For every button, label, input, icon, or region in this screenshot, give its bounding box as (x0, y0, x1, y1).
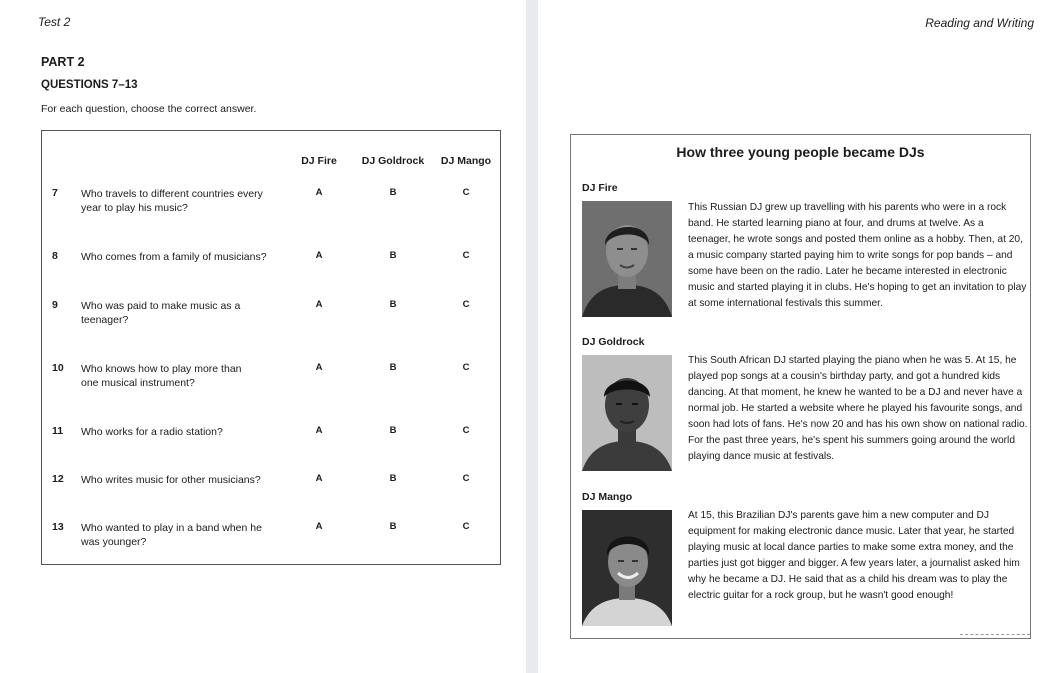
dj-fire-name: DJ Fire (582, 182, 618, 194)
article-title: How three young people became DJs (676, 144, 925, 160)
column-header-dj-mango: DJ Mango (440, 155, 492, 167)
option-c[interactable]: C (462, 521, 470, 532)
question-number: 12 (52, 473, 64, 485)
option-a[interactable]: A (315, 187, 323, 198)
dj-goldrock-name: DJ Goldrock (582, 336, 645, 348)
portrait-icon (582, 201, 672, 317)
dj-goldrock-text: This South African DJ started playing the piano when he was 5. At 15, he played pop songs at a cousin's birthday party, and got a hundred kids dancing. At that moment, he knew he wanted to be a DJ and never have a normal job. He started a website where he played his favourite songs, and soon had lots of fans. He's now 20 and has his own show on national radio. For the past three years, he's spent his summers going around the world playing dance music at festivals. (688, 355, 1028, 462)
option-a[interactable]: A (315, 250, 323, 261)
portrait-icon (582, 355, 672, 471)
option-a[interactable]: A (315, 473, 323, 484)
question-number: 10 (52, 362, 64, 374)
question-number: 9 (52, 299, 58, 311)
question-text: Who knows how to play more than one musical instrument? (81, 363, 242, 389)
option-c[interactable]: C (462, 473, 470, 484)
questions-heading: QUESTIONS 7–13 (41, 79, 138, 91)
running-head-left: Test 2 (38, 15, 71, 29)
instruction-text: For each question, choose the correct answer. (41, 103, 257, 115)
option-a[interactable]: A (315, 425, 323, 436)
option-b[interactable]: B (389, 362, 397, 373)
question-text: Who comes from a family of musicians? (81, 251, 267, 263)
option-c[interactable]: C (462, 425, 470, 436)
option-b[interactable]: B (389, 521, 397, 532)
dj-goldrock-photo (582, 355, 672, 471)
running-head-right: Reading and Writing (925, 16, 1034, 30)
column-header-dj-fire: DJ Fire (301, 155, 337, 167)
dj-mango-text: At 15, this Brazilian DJ's parents gave him a new computer and DJ equipment for making electronic dance music. Later that year, he started playing music at local dance parties to make some extra money, and the parties just got bigger and bigger. A few years later, a journalist asked him why he became a DJ. He said that as a child his dream was to play the electric guitar for a rock group, but he wasn't good enough! (688, 510, 1020, 601)
left-page (0, 0, 526, 673)
option-c[interactable]: C (462, 187, 470, 198)
option-b[interactable]: B (389, 187, 397, 198)
question-text: Who writes music for other musicians? (81, 474, 261, 486)
option-a[interactable]: A (315, 299, 323, 310)
option-a[interactable]: A (315, 362, 323, 373)
part-title: PART 2 (41, 55, 85, 69)
page-edge-mark (960, 634, 1030, 635)
dj-fire-photo (582, 201, 672, 317)
dj-mango-photo (582, 510, 672, 626)
option-b[interactable]: B (389, 473, 397, 484)
option-c[interactable]: C (462, 250, 470, 261)
question-text: Who was paid to make music as a teenager? (81, 300, 241, 326)
option-b[interactable]: B (389, 250, 397, 261)
question-number: 13 (52, 521, 64, 533)
question-text: Who travels to different countries every year to play his music? (81, 188, 263, 214)
portrait-icon (582, 510, 672, 626)
option-a[interactable]: A (315, 521, 323, 532)
question-text: Who works for a radio station? (81, 426, 223, 438)
option-b[interactable]: B (389, 425, 397, 436)
right-page (538, 0, 1062, 673)
reading-text-box (570, 134, 1031, 639)
question-text: Who wanted to play in a band when he was younger? (81, 522, 262, 548)
option-c[interactable]: C (462, 362, 470, 373)
option-b[interactable]: B (389, 299, 397, 310)
question-box (41, 130, 501, 565)
question-number: 7 (52, 187, 58, 199)
column-header-dj-goldrock: DJ Goldrock (361, 155, 425, 167)
question-number: 8 (52, 250, 58, 262)
question-number: 11 (52, 425, 64, 437)
dj-mango-name: DJ Mango (582, 491, 633, 503)
dj-fire-text: This Russian DJ grew up travelling with his parents who were in a rock band. He started learning piano at four, and drums at twelve. As a teenager, he wrote songs and posted them online as a hobby. Then, at 20, a music company started paying him to write songs for pop bands – and some have been on the radio. Later he became interested in electronic music and started playing it in clubs. He's hoping to get an invitation to play at some international festivals this summer. (688, 202, 1027, 309)
option-c[interactable]: C (462, 299, 470, 310)
